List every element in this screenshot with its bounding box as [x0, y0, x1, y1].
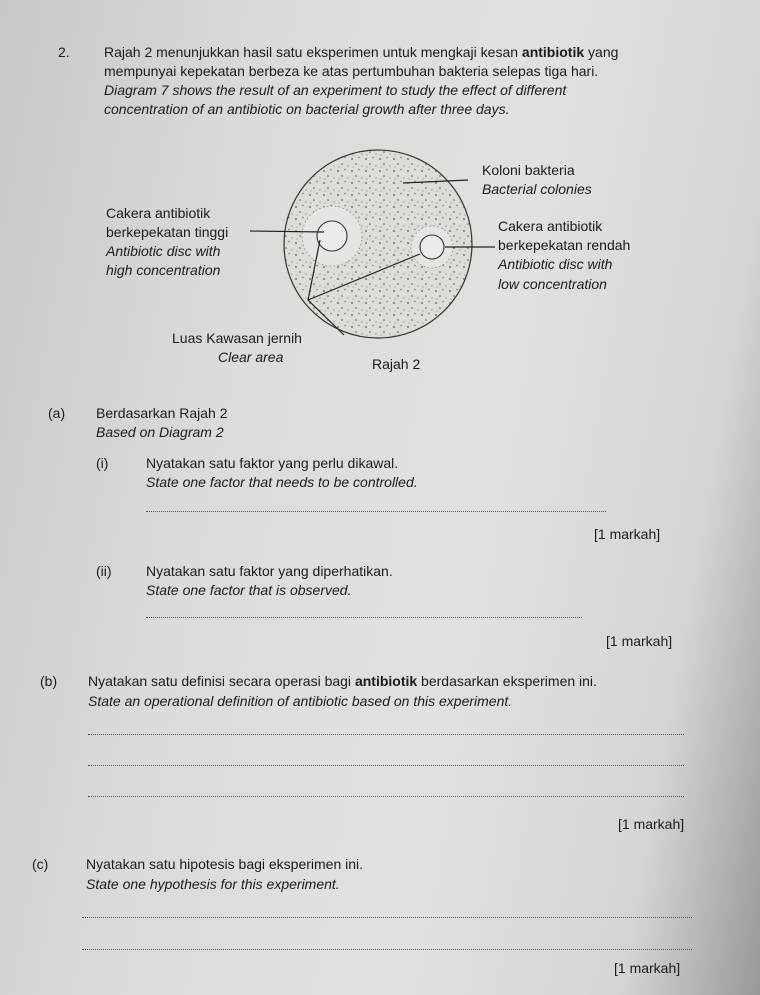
part-a-letter: (a) [48, 405, 66, 421]
part-b-ms-post: berdasarkan eksperimen ini. [417, 673, 597, 689]
label-low-en-2: low concentration [498, 276, 607, 292]
part-b-question-ms [88, 673, 597, 690]
question-intro-en-line2: concentration of an antibiotic on bacterial growth after three days. [104, 101, 510, 117]
part-b-letter: (b) [40, 673, 58, 689]
label-high-en-1: Antibiotic disc with [106, 243, 221, 259]
label-colonies-ms: Koloni bakteria [482, 162, 575, 178]
part-a-ii-question-ms: Nyatakan satu faktor yang diperhatikan. [146, 563, 393, 579]
part-a-i-answer-line[interactable] [146, 511, 606, 512]
question-intro-en-line1: Diagram 7 shows the result of an experiment to study the effect of different [104, 82, 567, 98]
part-a-ii-answer-line[interactable] [146, 617, 582, 618]
label-low-ms-2: berkepekatan rendah [498, 237, 631, 253]
part-a-i-number: (i) [96, 455, 109, 471]
part-b-question-en: State an operational definition of antibiotic based on this experiment. [88, 693, 513, 709]
part-c-answer-line-1[interactable] [82, 917, 692, 918]
part-b-marks: [1 markah] [618, 816, 685, 832]
label-low-en-1: Antibiotic disc with [498, 256, 613, 272]
part-a-ii-number: (ii) [96, 563, 112, 579]
part-a-ii-marks: [1 markah] [606, 633, 673, 649]
part-c-marks: [1 markah] [614, 960, 681, 976]
part-a-i-question-ms: Nyatakan satu faktor yang perlu dikawal. [146, 455, 399, 471]
part-a-intro-ms: Berdasarkan Rajah 2 [96, 405, 228, 421]
part-b-answer-line-3[interactable] [88, 796, 684, 797]
part-c-answer-line-2[interactable] [82, 949, 692, 950]
part-a-intro-en: Based on Diagram 2 [96, 424, 224, 440]
antibiotic-disc-high [317, 221, 347, 251]
label-low-ms-1: Cakera antibiotik [498, 218, 603, 234]
antibiotic-disc-low [420, 235, 444, 259]
label-clear-area-ms: Luas Kawasan jernih [172, 330, 302, 346]
part-b-ms-pre: Nyatakan satu definisi secara operasi bagi [88, 673, 355, 689]
part-c-question-en: State one hypothesis for this experiment. [86, 876, 340, 892]
part-a-i-question-en: State one factor that needs to be controlled. [146, 474, 418, 490]
question-number: 2. [58, 44, 70, 60]
part-a-ii-question-en: State one factor that is observed. [146, 582, 352, 598]
part-c-letter: (c) [32, 856, 49, 872]
part-c-question-ms: Nyatakan satu hipotesis bagi eksperimen ini. [86, 856, 364, 872]
label-high-ms-1: Cakera antibiotik [106, 205, 211, 221]
label-clear-area-en: Clear area [218, 349, 284, 365]
intro-ms-post: yang [584, 44, 619, 60]
label-colonies-en: Bacterial colonies [482, 181, 592, 197]
petri-dish-diagram [0, 0, 760, 400]
intro-ms-pre: Rajah 2 menunjukkan hasil satu eksperimen untuk mengkaji kesan [104, 44, 522, 60]
diagram-caption: Rajah 2 [372, 356, 421, 372]
part-b-answer-line-2[interactable] [88, 765, 684, 766]
intro-ms-bold: antibiotik [521, 44, 585, 60]
label-high-ms-2: berkepekatan tinggi [106, 224, 229, 240]
label-high-en-2: high concentration [106, 262, 221, 278]
part-b-ms-bold: antibiotik [354, 673, 418, 689]
part-a-i-marks: [1 markah] [594, 526, 661, 542]
question-intro-ms-line2: mempunyai kepekatan berbeza ke atas pertumbuhan bakteria selepas tiga hari. [104, 63, 599, 79]
part-b-answer-line-1[interactable] [88, 734, 684, 735]
